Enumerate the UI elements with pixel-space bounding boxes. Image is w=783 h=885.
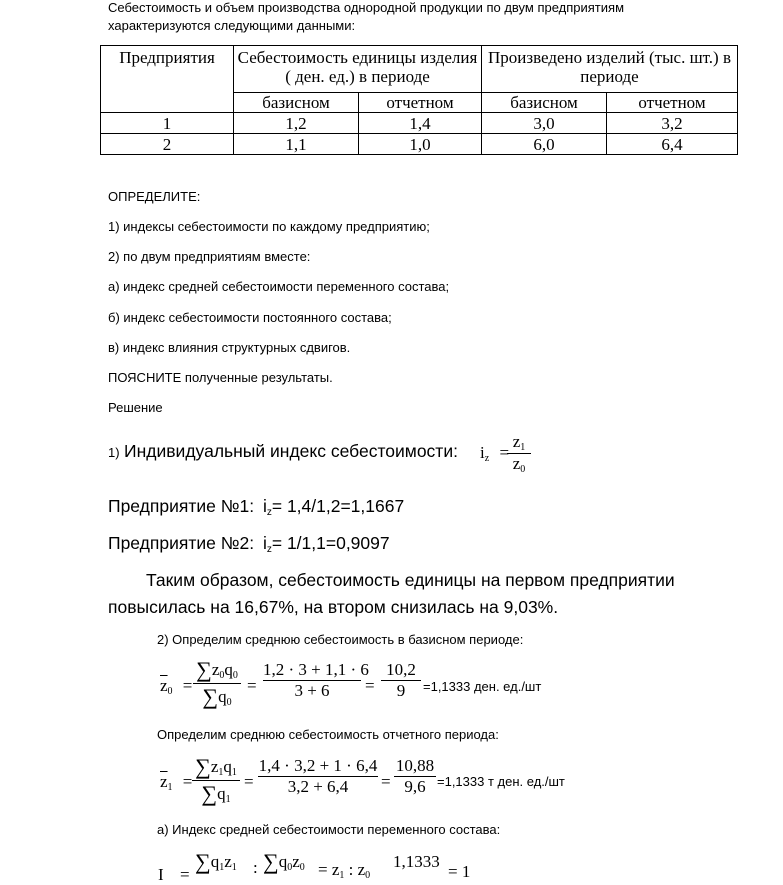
variable-index-lhs: I (158, 865, 164, 884)
mean-report-fraction: $\sum z_1q_1$ $\sum q_1$ (192, 754, 240, 807)
intro-line-2: характеризуются следующими данными: (108, 18, 356, 33)
table-cell: 6,4 (607, 134, 738, 155)
variable-index-result-num: 1,1333 (393, 852, 440, 871)
result-enterprise-1: Предприятие №1: $i_z= 1,4/1,2=1,1667$ (108, 496, 405, 518)
equals-sign: = (365, 676, 375, 695)
mean-report-result: =1,1333 т ден. ед./шт (437, 774, 565, 789)
step2-heading-2: Определим среднюю себестоимость отчетного периода: (157, 727, 499, 742)
mean-base-lhs: $\overline{z}_0$ = (160, 676, 193, 697)
table-cell: 6,0 (482, 134, 607, 155)
variable-index-num-2: $\sum q_0z_0$ (263, 849, 305, 874)
task-item-a: а) индекс средней себестоимости переменного состава; (108, 279, 450, 294)
variable-index-num-1: $\sum q_1z_1$ (195, 849, 237, 874)
cost-volume-table (100, 45, 738, 155)
subheader-report-qty: отчетном (607, 93, 738, 113)
table-row (101, 134, 738, 155)
subheader-report-cost: отчетном (359, 93, 482, 113)
step1-formula-lhs: $i_z$ = (480, 443, 510, 464)
step1-line (108, 441, 458, 462)
variable-index-result-tail: = 1 (448, 862, 471, 881)
step2-heading: 2) Определим среднюю себестоимость в базисном периоде: (157, 632, 524, 647)
step-a-heading: а) Индекс средней себестоимости переменного состава: (157, 822, 501, 837)
header-produced: Произведено изделий (тыс. шт.) в периоде (482, 46, 738, 93)
table-cell: 1,1 (234, 134, 359, 155)
variable-index-mid: = $z_1$ : $z_0$ (318, 860, 371, 881)
table-row (101, 113, 738, 134)
task-item-c: в) индекс влияния структурных сдвигов. (108, 340, 351, 355)
step1-label: Индивидуальный индекс себестоимости: (124, 441, 458, 461)
header-unit-cost: Себестоимость единицы изделия ( ден. ед.) в периоде (234, 46, 482, 93)
mean-report-value: 10,88 9,6 (395, 756, 435, 796)
table-cell: 1 (101, 113, 234, 134)
table-cell: 1,2 (234, 113, 359, 134)
result-enterprise-2: Предприятие №2: $i_z= 1/1,1=0,9097$ (108, 533, 390, 555)
mean-base-expression: 1,2 · 3 + 1,1 · 6 3 + 6 (263, 660, 369, 700)
equals-sign: = (381, 772, 391, 791)
conclusion-line-2: повысилась на 16,67%, на втором снизилась на 9,03%. (108, 597, 559, 617)
table-cell: 3,0 (482, 113, 607, 134)
solution-heading: Решение (108, 400, 163, 415)
subheader-base-cost: базисном (234, 93, 359, 113)
equals-sign: = (244, 772, 254, 791)
intro-line-1: Себестоимость и объем производства однородной продукции по двум предприятиям (108, 0, 625, 15)
task-item-2: 2) по двум предприятиям вместе: (108, 249, 311, 264)
subheader-base-qty: базисном (482, 93, 607, 113)
task-explain: ПОЯСНИТЕ полученные результаты. (108, 370, 333, 385)
task-item-1: 1) индексы себестоимости по каждому предприятию; (108, 219, 430, 234)
mean-report-lhs: $\overline{z}_1$ = (160, 772, 193, 793)
mean-base-value: 10,2 9 (381, 660, 421, 701)
step1-formula-fraction: $z_1$ $z_0$ (507, 432, 531, 475)
table-cell: 3,2 (607, 113, 738, 134)
task-title: ОПРЕДЕЛИТЕ: (108, 189, 201, 204)
equals-sign: = (247, 676, 257, 695)
mean-base-fraction: $\sum z_0q_0$ $\sum q_0$ (193, 657, 241, 710)
mean-base-result: =1,1333 ден. ед./шт (423, 679, 542, 694)
table-cell: 1,0 (359, 134, 482, 155)
variable-index-colon: : (253, 858, 258, 877)
header-enterprises: Предприятия (101, 46, 234, 113)
table-cell: 2 (101, 134, 234, 155)
table-cell: 1,4 (359, 113, 482, 134)
step1-prefix: 1) (108, 445, 120, 460)
conclusion-line-1: Таким образом, себестоимость единицы на первом предприятии (146, 570, 675, 590)
equals-sign: = (180, 865, 190, 884)
task-item-b: б) индекс себестоимости постоянного состава; (108, 310, 392, 325)
mean-report-expression: 1,4 · 3,2 + 1 · 6,4 3,2 + 6,4 (258, 756, 378, 796)
